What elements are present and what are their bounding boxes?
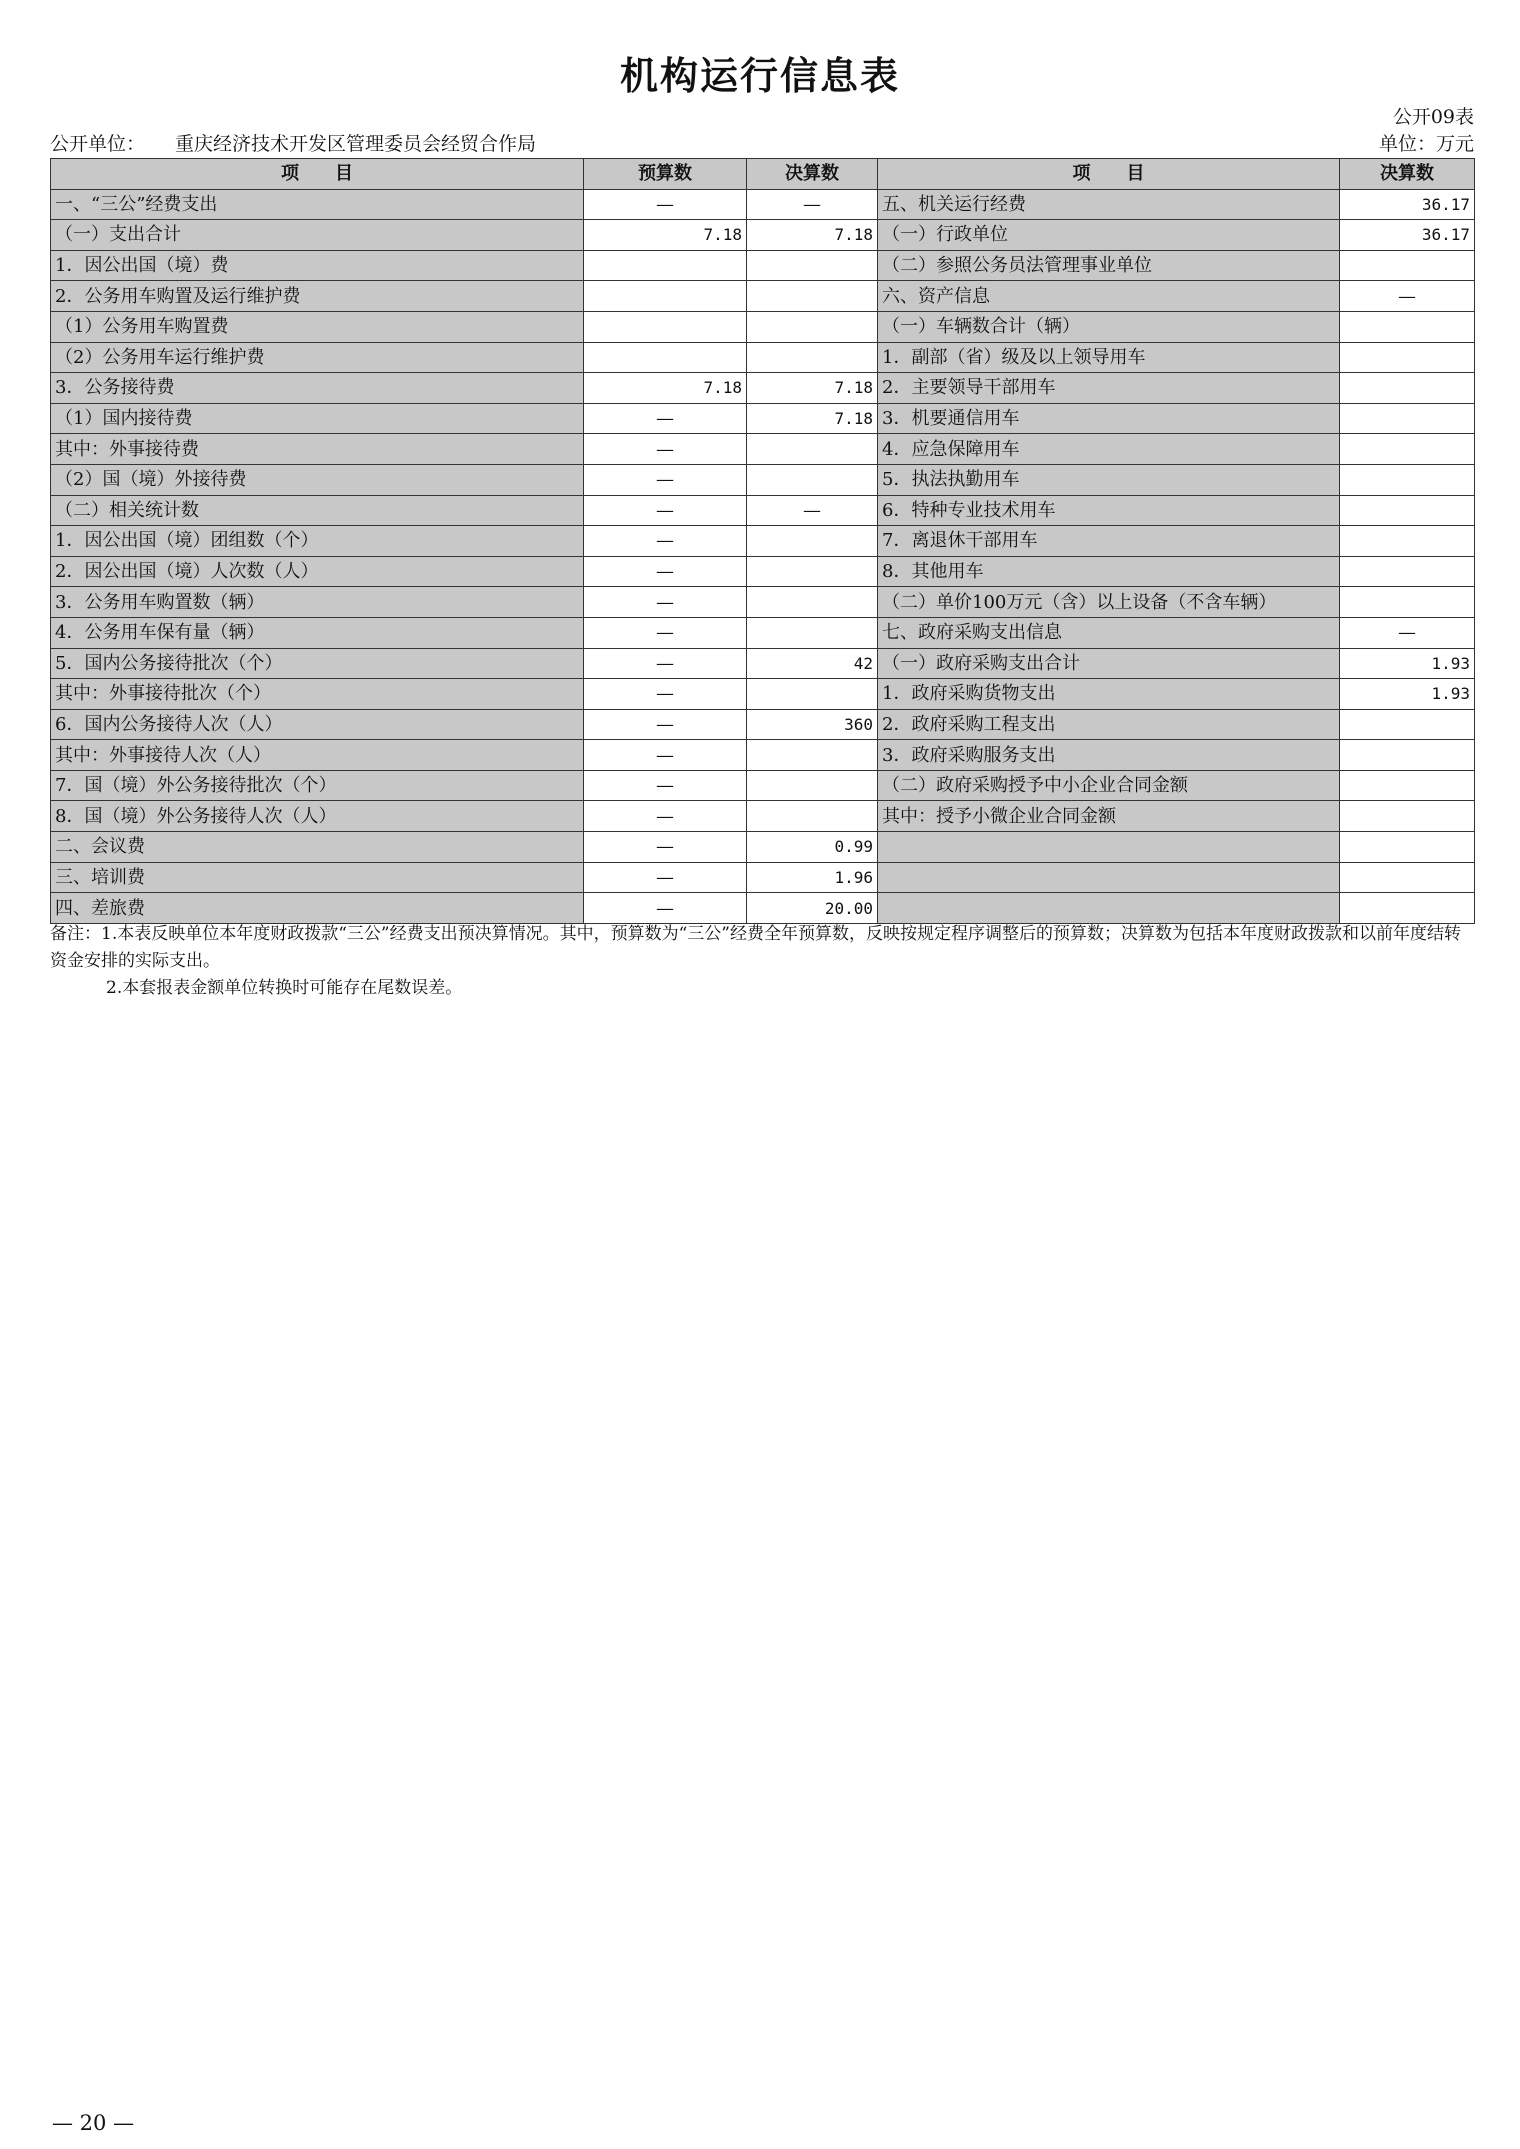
final-value	[747, 801, 878, 832]
final-value	[747, 587, 878, 618]
right-item-label: 六、资产信息	[878, 281, 1340, 312]
right-final-value	[1340, 464, 1475, 495]
table-row	[51, 495, 1475, 526]
budget-value: —	[584, 740, 747, 771]
right-item-label	[878, 893, 1340, 924]
left-item-label: 1．因公出国（境）费	[51, 250, 584, 281]
right-final-value: 36.17	[1340, 189, 1475, 220]
final-value	[747, 679, 878, 710]
table-row	[51, 617, 1475, 648]
final-value: 42	[747, 648, 878, 679]
final-value: 7.18	[747, 373, 878, 404]
table-row	[51, 403, 1475, 434]
table-row	[51, 311, 1475, 342]
budget-value: 7.18	[584, 373, 747, 404]
left-item-label: （2）国（境）外接待费	[51, 464, 584, 495]
final-value	[747, 250, 878, 281]
left-item-label: （1）国内接待费	[51, 403, 584, 434]
right-item-label: （一）车辆数合计（辆）	[878, 311, 1340, 342]
right-final-value: 1.93	[1340, 679, 1475, 710]
right-final-value	[1340, 342, 1475, 373]
left-item-label: 3．公务接待费	[51, 373, 584, 404]
right-item-label: （二）政府采购授予中小企业合同金额	[878, 770, 1340, 801]
right-final-value	[1340, 250, 1475, 281]
left-item-label: 4．公务用车保有量（辆）	[51, 617, 584, 648]
left-item-label: （二）相关统计数	[51, 495, 584, 526]
header-final: 决算数	[747, 159, 878, 190]
right-item-label: 2．政府采购工程支出	[878, 709, 1340, 740]
right-item-label: （一）政府采购支出合计	[878, 648, 1340, 679]
budget-value: —	[584, 403, 747, 434]
right-final-value	[1340, 556, 1475, 587]
left-item-label: 一、“三公”经费支出	[51, 189, 584, 220]
left-item-label: 7．国（境）外公务接待批次（个）	[51, 770, 584, 801]
header-budget: 预算数	[584, 159, 747, 190]
unit-label: 公开单位：	[50, 133, 146, 155]
right-final-value	[1340, 373, 1475, 404]
left-item-label: 其中：外事接待费	[51, 434, 584, 465]
right-item-label: 7．离退休干部用车	[878, 526, 1340, 557]
left-item-label: 其中：外事接待人次（人）	[51, 740, 584, 771]
budget-value: —	[584, 617, 747, 648]
right-final-value	[1340, 311, 1475, 342]
header-final-right: 决算数	[1340, 159, 1475, 190]
table-row	[51, 832, 1475, 863]
right-final-value	[1340, 495, 1475, 526]
left-item-label: 2．因公出国（境）人次数（人）	[51, 556, 584, 587]
note-line-2: 2.本套报表金额单位转换时可能存在尾数误差。	[106, 978, 463, 998]
budget-value: —	[584, 434, 747, 465]
left-item-label: 其中：外事接待批次（个）	[51, 679, 584, 710]
budget-value	[584, 311, 747, 342]
right-final-value	[1340, 862, 1475, 893]
right-final-value	[1340, 832, 1475, 863]
budget-value: —	[584, 526, 747, 557]
table-row	[51, 220, 1475, 251]
table-row	[51, 587, 1475, 618]
right-final-value	[1340, 801, 1475, 832]
right-item-label: 6．特种专业技术用车	[878, 495, 1340, 526]
right-final-value: 1.93	[1340, 648, 1475, 679]
final-value: 1.96	[747, 862, 878, 893]
table-row	[51, 862, 1475, 893]
right-item-label: 1．副部（省）级及以上领导用车	[878, 342, 1340, 373]
budget-value: —	[584, 679, 747, 710]
right-item-label: （二）参照公务员法管理事业单位	[878, 250, 1340, 281]
final-value	[747, 526, 878, 557]
right-item-label: 3．机要通信用车	[878, 403, 1340, 434]
budget-value: —	[584, 832, 747, 863]
table-row	[51, 342, 1475, 373]
table-row	[51, 679, 1475, 710]
left-item-label: 2．公务用车购置及运行维护费	[51, 281, 584, 312]
budget-value	[584, 250, 747, 281]
right-item-label: 五、机关运行经费	[878, 189, 1340, 220]
final-value	[747, 434, 878, 465]
page-title: 机构运行信息表	[619, 54, 900, 98]
right-item-label: 2．主要领导干部用车	[878, 373, 1340, 404]
final-value	[747, 740, 878, 771]
info-table	[50, 158, 1475, 924]
table-row	[51, 801, 1475, 832]
final-value: —	[747, 495, 878, 526]
right-final-value	[1340, 709, 1475, 740]
note-line-1: 备注：1.本表反映单位本年度财政拨款“三公”经费支出预决算情况。其中，预算数为“三公”经费全年预算数，反映按规定程序调整后的预算数；决算数为包括本年度财政拨款和以前年度结转资金安排的实际支出。	[50, 924, 1461, 971]
left-item-label: （一）支出合计	[51, 220, 584, 251]
budget-value: —	[584, 587, 747, 618]
left-item-label: （1）公务用车购置费	[51, 311, 584, 342]
budget-value: —	[584, 464, 747, 495]
left-item-label: 6．国内公务接待人次（人）	[51, 709, 584, 740]
right-final-value: —	[1340, 617, 1475, 648]
unit-name: 重庆经济技术开发区管理委员会经贸合作局	[175, 133, 537, 155]
table-row	[51, 281, 1475, 312]
right-item-label: 8．其他用车	[878, 556, 1340, 587]
budget-value: —	[584, 862, 747, 893]
left-item-label: 二、会议费	[51, 832, 584, 863]
right-item-label	[878, 832, 1340, 863]
final-value: 0.99	[747, 832, 878, 863]
right-final-value	[1340, 526, 1475, 557]
notes	[50, 921, 1474, 1002]
page-number: — 20 —	[52, 2111, 135, 2135]
table-row	[51, 740, 1475, 771]
right-final-value	[1340, 434, 1475, 465]
table-row	[51, 250, 1475, 281]
final-value	[747, 556, 878, 587]
right-item-label	[878, 862, 1340, 893]
left-item-label: 5．国内公务接待批次（个）	[51, 648, 584, 679]
right-final-value: —	[1340, 281, 1475, 312]
final-value: 360	[747, 709, 878, 740]
right-item-label: 5．执法执勤用车	[878, 464, 1340, 495]
final-value	[747, 770, 878, 801]
right-final-value	[1340, 893, 1475, 924]
final-value	[747, 311, 878, 342]
final-value	[747, 342, 878, 373]
table-row	[51, 770, 1475, 801]
table-row	[51, 556, 1475, 587]
final-value	[747, 464, 878, 495]
table-row	[51, 893, 1475, 924]
right-item-label: 4．应急保障用车	[878, 434, 1340, 465]
table-row	[51, 526, 1475, 557]
table-header-row	[51, 159, 1475, 190]
money-unit: 单位：万元	[1378, 133, 1474, 155]
budget-value: —	[584, 770, 747, 801]
table-row	[51, 464, 1475, 495]
final-value: 7.18	[747, 220, 878, 251]
budget-value: —	[584, 495, 747, 526]
table-row	[51, 648, 1475, 679]
budget-value	[584, 281, 747, 312]
table-row	[51, 709, 1475, 740]
right-item-label: 七、政府采购支出信息	[878, 617, 1340, 648]
budget-value: 7.18	[584, 220, 747, 251]
right-item-label: 3．政府采购服务支出	[878, 740, 1340, 771]
budget-value	[584, 342, 747, 373]
left-item-label: 三、培训费	[51, 862, 584, 893]
right-final-value: 36.17	[1340, 220, 1475, 251]
final-value: 7.18	[747, 403, 878, 434]
right-final-value	[1340, 403, 1475, 434]
header-item-right: 项 目	[878, 159, 1340, 190]
table-row	[51, 373, 1475, 404]
left-item-label: （2）公务用车运行维护费	[51, 342, 584, 373]
final-value: —	[747, 189, 878, 220]
left-item-label: 四、差旅费	[51, 893, 584, 924]
budget-value: —	[584, 556, 747, 587]
table-row	[51, 434, 1475, 465]
right-final-value	[1340, 587, 1475, 618]
right-item-label: 1．政府采购货物支出	[878, 679, 1340, 710]
right-final-value	[1340, 770, 1475, 801]
form-number: 公开09表	[1392, 106, 1474, 128]
final-value	[747, 617, 878, 648]
right-item-label: （二）单价100万元（含）以上设备（不含车辆）	[878, 587, 1340, 618]
left-item-label: 8．国（境）外公务接待人次（人）	[51, 801, 584, 832]
budget-value: —	[584, 893, 747, 924]
budget-value: —	[584, 189, 747, 220]
table-row	[51, 189, 1475, 220]
header-item: 项 目	[51, 159, 584, 190]
final-value	[747, 281, 878, 312]
left-item-label: 3．公务用车购置数（辆）	[51, 587, 584, 618]
budget-value: —	[584, 709, 747, 740]
final-value: 20.00	[747, 893, 878, 924]
left-item-label: 1．因公出国（境）团组数（个）	[51, 526, 584, 557]
budget-value: —	[584, 648, 747, 679]
right-item-label: （一）行政单位	[878, 220, 1340, 251]
right-final-value	[1340, 740, 1475, 771]
budget-value: —	[584, 801, 747, 832]
right-item-label: 其中：授予小微企业合同金额	[878, 801, 1340, 832]
